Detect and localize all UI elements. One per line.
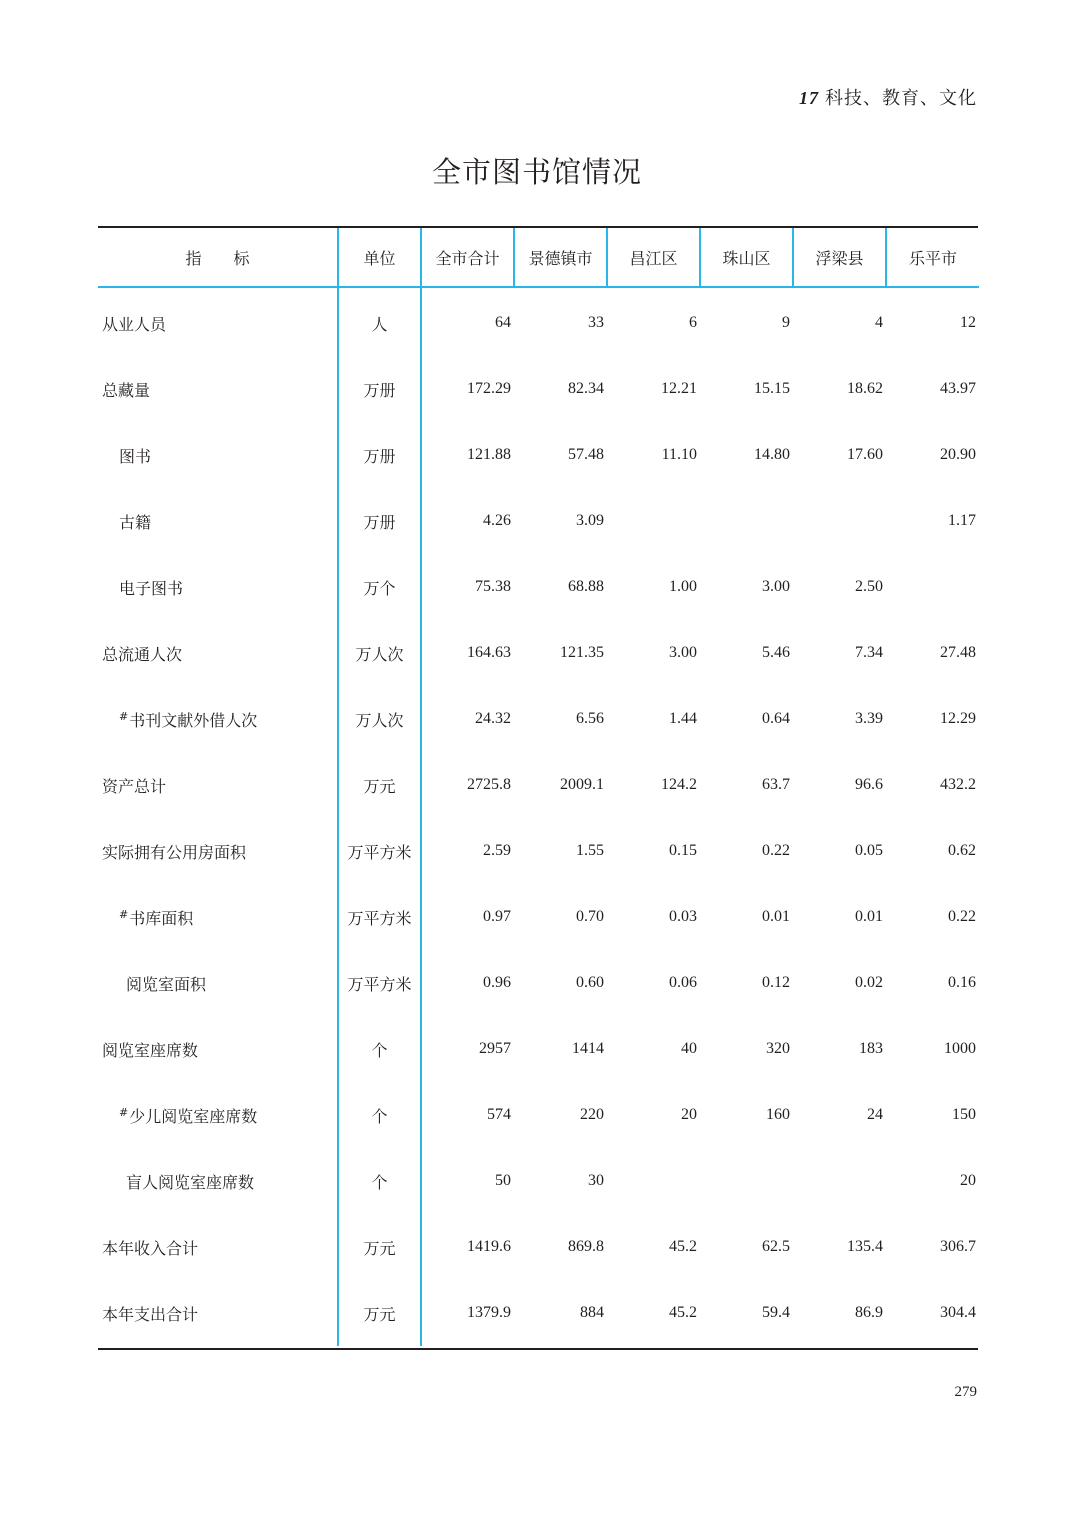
row-indicator (98, 884, 338, 950)
row-unit: 万元 (338, 752, 421, 818)
cell-changjiang: 0.06 (669, 974, 697, 991)
table-row (98, 1082, 979, 1148)
cell-total: 0.96 (483, 974, 511, 991)
row-label: 本年收入合计 (102, 1238, 199, 1258)
cell-total: 2.59 (483, 842, 511, 859)
cell-total: 24.32 (475, 710, 511, 727)
table-header (98, 228, 979, 287)
row-label: 少儿阅览室座席数 (129, 1106, 258, 1126)
table-body (98, 287, 979, 1346)
cell-fuliang: 0.05 (855, 842, 883, 859)
cell-fuliang: 7.34 (855, 644, 883, 661)
table-row (98, 752, 979, 818)
cell-changjiang (607, 488, 700, 554)
cell-fuliang: 0.01 (855, 908, 883, 925)
cell-fuliang: 86.9 (855, 1304, 883, 1321)
header-col-jingdezhen: 景德镇市 (514, 228, 607, 287)
row-label: 书库面积 (129, 908, 194, 928)
cell-leping: 306.7 (940, 1238, 976, 1255)
cell-zhushan: 320 (766, 1040, 790, 1057)
row-indicator (98, 1148, 338, 1214)
table-row (98, 356, 979, 422)
cell-fuliang: 17.60 (847, 446, 883, 463)
header-col-fuliang: 浮梁县 (793, 228, 886, 287)
cell-leping: 1.17 (948, 512, 976, 529)
cell-fuliang: 18.62 (847, 380, 883, 397)
cell-leping: 0.62 (948, 842, 976, 859)
row-indicator (98, 1280, 338, 1346)
cell-jingdezhen: 0.60 (576, 974, 604, 991)
cell-total: 172.29 (467, 380, 511, 397)
row-unit: 万个 (338, 554, 421, 620)
cell-fuliang (793, 488, 886, 554)
row-unit: 个 (338, 1016, 421, 1082)
cell-changjiang: 40 (681, 1040, 697, 1057)
cell-total: 75.38 (475, 578, 511, 595)
row-indicator (98, 1016, 338, 1082)
cell-fuliang: 135.4 (847, 1238, 883, 1255)
cell-fuliang: 3.39 (855, 710, 883, 727)
row-indicator (98, 1214, 338, 1280)
row-label: 阅览室面积 (126, 974, 207, 994)
header-col-zhushan: 珠山区 (700, 228, 793, 287)
table-row (98, 818, 979, 884)
chapter-header (799, 84, 977, 110)
row-indicator (98, 950, 338, 1016)
cell-fuliang: 4 (875, 314, 883, 331)
cell-zhushan: 160 (766, 1106, 790, 1123)
table-row (98, 1148, 979, 1214)
cell-fuliang: 2.50 (855, 578, 883, 595)
cell-changjiang: 20 (681, 1106, 697, 1123)
row-unit: 万人次 (338, 620, 421, 686)
row-label: 图书 (119, 446, 152, 466)
row-label: 实际拥有公用房面积 (102, 842, 247, 862)
cell-jingdezhen: 220 (580, 1106, 604, 1123)
chapter-number: 17 (799, 88, 819, 108)
cell-jingdezhen: 121.35 (560, 644, 604, 661)
cell-leping: 12.29 (940, 710, 976, 727)
cell-changjiang: 0.03 (669, 908, 697, 925)
header-col-changjiang: 昌江区 (607, 228, 700, 287)
cell-zhushan: 59.4 (762, 1304, 790, 1321)
cell-total: 1419.6 (467, 1238, 511, 1255)
row-label: 盲人阅览室座席数 (126, 1172, 255, 1192)
table-row (98, 1016, 979, 1082)
cell-total: 2957 (479, 1040, 511, 1057)
row-unit: 万平方米 (338, 884, 421, 950)
cell-total: 2725.8 (467, 776, 511, 793)
cell-jingdezhen: 3.09 (576, 512, 604, 529)
cell-total: 574 (487, 1106, 511, 1123)
row-unit: 人 (338, 287, 421, 356)
row-label: 电子图书 (119, 578, 184, 598)
table-row (98, 884, 979, 950)
row-indicator (98, 356, 338, 422)
row-indicator (98, 422, 338, 488)
header-unit: 单位 (338, 228, 421, 287)
cell-jingdezhen: 2009.1 (560, 776, 604, 793)
cell-leping: 432.2 (940, 776, 976, 793)
cell-changjiang (607, 1148, 700, 1214)
cell-leping: 304.4 (940, 1304, 976, 1321)
cell-changjiang: 6 (689, 314, 697, 331)
row-indicator (98, 752, 338, 818)
row-label: 本年支出合计 (102, 1304, 199, 1324)
table-row (98, 1280, 979, 1346)
cell-leping: 20.90 (940, 446, 976, 463)
cell-leping: 20 (960, 1172, 976, 1189)
row-label: 书刊文献外借人次 (129, 710, 258, 730)
row-label: 阅览室座席数 (102, 1040, 199, 1060)
cell-zhushan: 14.80 (754, 446, 790, 463)
cell-total: 64 (495, 314, 511, 331)
row-unit: 万元 (338, 1214, 421, 1280)
cell-changjiang: 45.2 (669, 1304, 697, 1321)
cell-zhushan: 5.46 (762, 644, 790, 661)
table-row (98, 686, 979, 752)
cell-jingdezhen: 33 (588, 314, 604, 331)
cell-jingdezhen: 57.48 (568, 446, 604, 463)
library-statistics-table (98, 228, 979, 1346)
cell-zhushan: 0.01 (762, 908, 790, 925)
included-marker: # (119, 709, 129, 723)
cell-total: 0.97 (483, 908, 511, 925)
cell-zhushan: 0.64 (762, 710, 790, 727)
cell-changjiang: 45.2 (669, 1238, 697, 1255)
table-row (98, 620, 979, 686)
cell-jingdezhen: 884 (580, 1304, 604, 1321)
cell-total: 121.88 (467, 446, 511, 463)
table-row (98, 488, 979, 554)
cell-fuliang: 24 (867, 1106, 883, 1123)
cell-leping: 12 (960, 314, 976, 331)
cell-jingdezhen: 6.56 (576, 710, 604, 727)
cell-changjiang: 124.2 (661, 776, 697, 793)
row-unit: 万人次 (338, 686, 421, 752)
row-indicator (98, 488, 338, 554)
cell-zhushan: 0.22 (762, 842, 790, 859)
row-unit: 万册 (338, 488, 421, 554)
header-col-total: 全市合计 (421, 228, 514, 287)
statistics-table-frame (98, 226, 978, 1350)
cell-total: 4.26 (483, 512, 511, 529)
cell-jingdezhen: 30 (588, 1172, 604, 1189)
table-row (98, 1214, 979, 1280)
table-row (98, 287, 979, 356)
page-number: 279 (954, 1384, 977, 1400)
cell-changjiang: 12.21 (661, 380, 697, 397)
chapter-title: 科技、教育、文化 (825, 88, 977, 109)
row-unit: 万平方米 (338, 818, 421, 884)
cell-leping: 0.22 (948, 908, 976, 925)
row-unit: 个 (338, 1148, 421, 1214)
cell-changjiang: 1.44 (669, 710, 697, 727)
row-unit: 万册 (338, 422, 421, 488)
row-unit: 万元 (338, 1280, 421, 1346)
row-unit: 万平方米 (338, 950, 421, 1016)
cell-jingdezhen: 1414 (572, 1040, 604, 1057)
cell-zhushan: 63.7 (762, 776, 790, 793)
row-indicator (98, 1082, 338, 1148)
cell-zhushan: 15.15 (754, 380, 790, 397)
table-row (98, 554, 979, 620)
row-indicator (98, 818, 338, 884)
row-indicator (98, 287, 338, 356)
cell-jingdezhen: 869.8 (568, 1238, 604, 1255)
row-label: 从业人员 (102, 314, 167, 334)
cell-jingdezhen: 0.70 (576, 908, 604, 925)
cell-jingdezhen: 82.34 (568, 380, 604, 397)
row-unit: 万册 (338, 356, 421, 422)
cell-zhushan: 9 (782, 314, 790, 331)
cell-leping (886, 554, 979, 620)
cell-fuliang: 96.6 (855, 776, 883, 793)
cell-total: 50 (495, 1172, 511, 1189)
cell-leping: 0.16 (948, 974, 976, 991)
row-unit: 个 (338, 1082, 421, 1148)
cell-changjiang: 1.00 (669, 578, 697, 595)
row-indicator (98, 554, 338, 620)
included-marker: # (119, 1105, 129, 1119)
row-label: 总流通人次 (102, 644, 183, 664)
header-row (98, 228, 979, 287)
table-row (98, 422, 979, 488)
cell-jingdezhen: 1.55 (576, 842, 604, 859)
row-label: 古籍 (119, 512, 152, 532)
cell-zhushan: 0.12 (762, 974, 790, 991)
cell-zhushan (700, 1148, 793, 1214)
row-label: 资产总计 (102, 776, 167, 796)
cell-leping: 43.97 (940, 380, 976, 397)
cell-zhushan (700, 488, 793, 554)
row-label: 总藏量 (102, 380, 151, 400)
cell-zhushan: 62.5 (762, 1238, 790, 1255)
cell-leping: 1000 (944, 1040, 976, 1057)
cell-changjiang: 11.10 (661, 446, 697, 463)
included-marker: # (119, 907, 129, 921)
cell-changjiang: 3.00 (669, 644, 697, 661)
cell-leping: 27.48 (940, 644, 976, 661)
cell-total: 164.63 (467, 644, 511, 661)
cell-jingdezhen: 68.88 (568, 578, 604, 595)
page-title: 全市图书馆情况 (431, 155, 642, 189)
header-indicator: 指 标 (98, 228, 338, 287)
cell-total: 1379.9 (467, 1304, 511, 1321)
header-col-leping: 乐平市 (886, 228, 979, 287)
cell-leping: 150 (952, 1106, 976, 1123)
cell-fuliang: 0.02 (855, 974, 883, 991)
cell-fuliang (793, 1148, 886, 1214)
row-indicator (98, 686, 338, 752)
cell-fuliang: 183 (859, 1040, 883, 1057)
row-indicator (98, 620, 338, 686)
cell-zhushan: 3.00 (762, 578, 790, 595)
cell-changjiang: 0.15 (669, 842, 697, 859)
table-row (98, 950, 979, 1016)
